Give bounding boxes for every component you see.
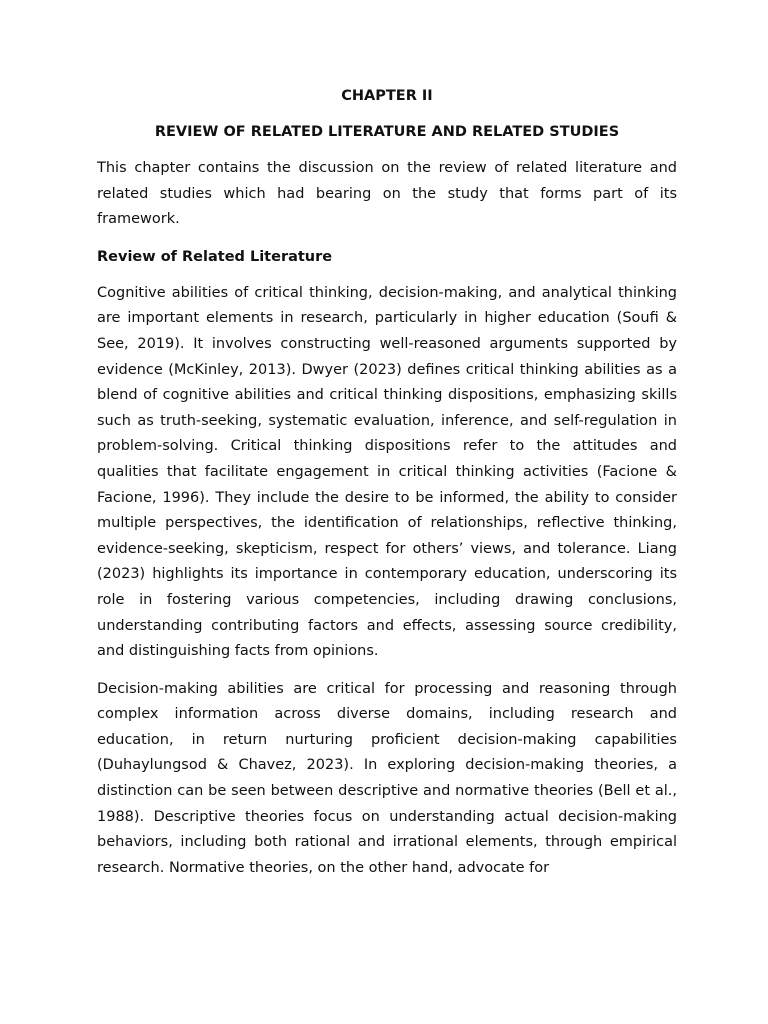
section-heading: Review of Related Literature <box>97 248 333 265</box>
page-content <box>97 84 677 893</box>
chapter-label: CHAPTER II <box>341 88 433 104</box>
body-paragraph-1: Cognitive abilities of critical thinking, decision-making, and analytical thinking are important elements in research, particularly in higher education (Soufi & See, 2019). It involves constructing well-reasoned arguments supported by evidence (McKinley, 2013). Dwyer (2023) defines critical thinking abilities as a blend of cognitive abilities and critical thinking dispositions, emphasizing skills such as truth-seeking, systematic evaluation, inference, and self-regulation in problem-solving. Critical thinking dispositions refer to the attitudes and qualities that facilitate engagement in critical thinking activities (Facione & Facione, 1996). They include the desire to be informed, the ability to consider multiple perspectives, the identification of relationships, reflective thinking, evidence-seeking, skepticism, respect for others’ views, and tolerance. Liang (2023) highlights its importance in contemporary education, underscoring its role in fostering various competencies, including drawing conclusions, understanding contributing factors and effects, assessing source credibility, and distinguishing facts from opinions. <box>97 284 677 660</box>
chapter-title: REVIEW OF RELATED LITERATURE AND RELATED STUDIES <box>154 124 620 140</box>
body-paragraph-2: Decision-making abilities are critical for processing and reasoning through complex information across diverse domains, including research and education, in return nurturing proficient decision-making capabilities (Duhaylungsod & Chavez, 2023). In exploring decision-making theories, a distinction can be seen between descriptive and normative theories (Bell et al., 1988). Descriptive theories focus on understanding actual decision-making behaviors, including both rational and irrational elements, through empirical research. Normative theories, on the other hand, advocate for <box>97 680 677 876</box>
intro-paragraph: This chapter contains the discussion on the review of related literature and related studies which had bearing on the study that forms part of its framework. <box>97 160 677 228</box>
